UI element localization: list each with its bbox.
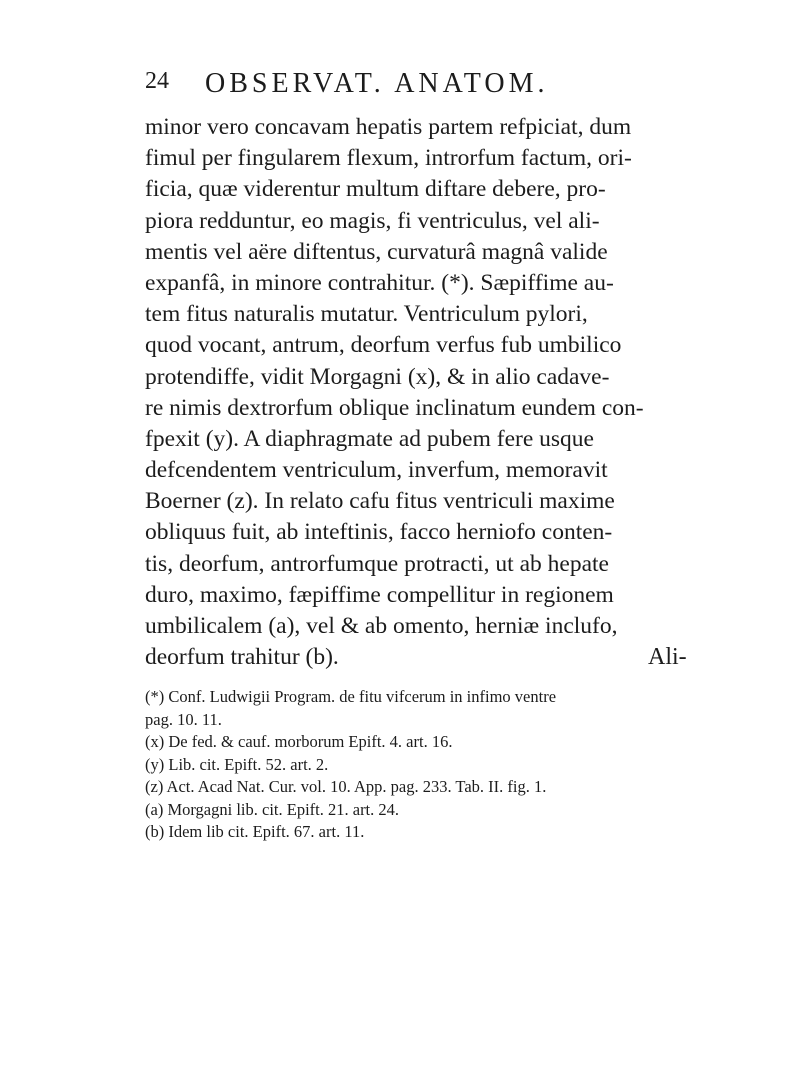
footnote-line: (a) Morgagni lib. cit. Epift. 21. art. 24. <box>145 799 400 819</box>
text-line: ficia, quæ viderentur multum diftare debere, pro- <box>145 176 606 203</box>
text-line: re nimis dextrorfum oblique inclinatum eundem con- <box>145 394 644 421</box>
text-line: minor vero concavam hepatis partem refpiciat, dum <box>145 114 632 140</box>
page-number: 24 <box>145 68 169 94</box>
page-header <box>145 68 705 108</box>
catchword: Ali- <box>648 644 687 670</box>
text-line: obliquus fuit, ab inteftinis, facco herniofo conten- <box>145 519 613 546</box>
main-text <box>145 112 715 673</box>
footnote-line: (y) Lib. cit. Epift. 52. art. 2. <box>145 754 329 774</box>
text-line: mentis vel aëre diftentus, curvaturâ magnâ valide <box>145 238 608 265</box>
text-line: piora redduntur, eo magis, fi ventriculus, vel ali- <box>145 207 600 234</box>
footnote-line: (z) Act. Acad Nat. Cur. vol. 10. App. pag. 233. Tab. II. fig. 1. <box>145 777 547 796</box>
text-line: fimul per fingularem flexum, introrfum factum, ori- <box>145 145 632 172</box>
text-line: tem fitus naturalis mutatur. Ventriculum pylori, <box>145 301 588 328</box>
text-line: deorfum trahitur (b). <box>145 644 339 671</box>
footnote-line: (b) Idem lib cit. Epift. 67. art. 11. <box>145 822 365 841</box>
footnote-line: (x) De fed. & cauf. morborum Epift. 4. art. 16. <box>145 732 453 751</box>
text-line: Boerner (z). In relato cafu fitus ventriculi maxime <box>145 488 615 515</box>
footnote-line: pag. 10. 11. <box>145 709 222 729</box>
footnotes <box>145 686 720 844</box>
text-line: umbilicalem (a), vel & ab omento, herniæ inclufo, <box>145 613 618 639</box>
text-line: defcendentem ventriculum, inverfum, memoravit <box>145 457 608 484</box>
text-line: tis, deorfum, antrorfumque protracti, ut ab hepate <box>145 550 609 577</box>
text-line: quod vocant, antrum, deorfum verfus fub umbilico <box>145 332 622 359</box>
text-line: fpexit (y). A diaphragmate ad pubem fere usque <box>145 425 594 452</box>
text-line: expanfâ, in minore contrahitur. (*). Sæpiffime au- <box>145 269 614 296</box>
text-line: duro, maximo, fæpiffime compellitur in regionem <box>145 581 614 608</box>
footnote-line: (*) Conf. Ludwigii Program. de fitu vifcerum in infimo ventre <box>145 687 557 706</box>
running-head: OBSERVAT. ANATOM. <box>205 68 549 99</box>
text-line: protendiffe, vidit Morgagni (x), & in alio cadave- <box>145 363 610 390</box>
